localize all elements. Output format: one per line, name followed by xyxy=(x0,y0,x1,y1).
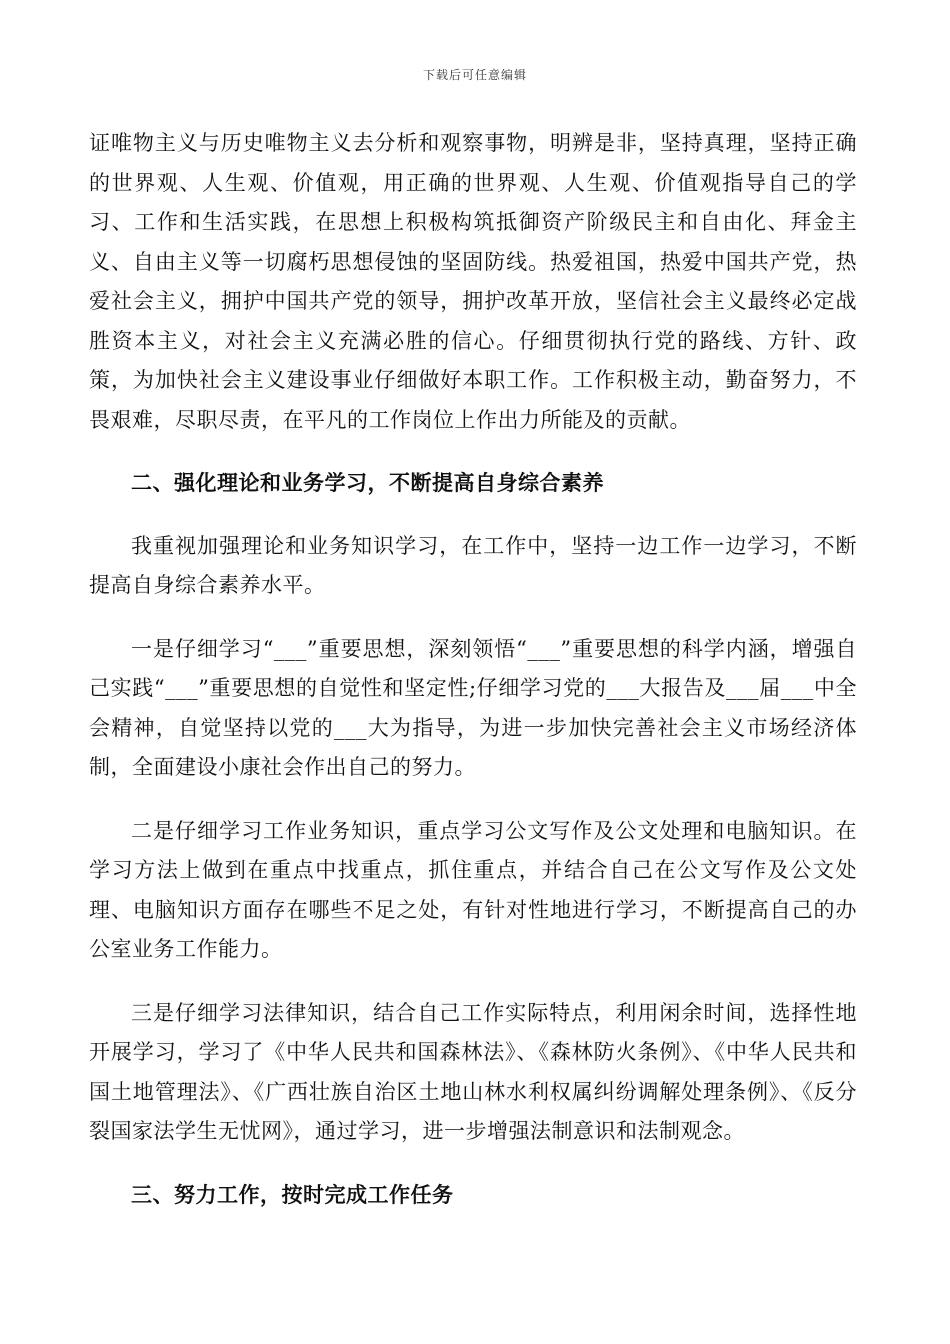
paragraph-intro: 我重视加强理论和业务知识学习，在工作中，坚持一边工作一边学习，不断提高自身综合素养水平。 xyxy=(89,533,857,597)
paragraph-point-3: 三是仔细学习法律知识，结合自己工作实际特点，利用闲余时间，选择性地开展学习，学习了《中华人民共和国森林法》、《森林防火条例》、《中华人民共和国土地管理法》、《广西壮族自治区土地山林水利权属纠纷调解处理条例》、《反分裂国家法学生无忧网》，通过学习，进一步增强法制意识和法制观念。 xyxy=(89,1000,857,1143)
section-heading-3: 三、努力工作，按时完成工作任务 xyxy=(131,1181,454,1207)
header-note: 下载后可任意编辑 xyxy=(422,68,527,82)
document-body xyxy=(89,124,857,1214)
section-heading-2: 二、强化理论和业务学习，不断提高自身综合素养 xyxy=(131,470,604,495)
paragraph-continuation: 证唯物主义与历史唯物主义去分析和观察事物，明辨是非，坚持真理，坚持正确的世界观、人生观、价值观，用正确的世界观、人生观、价值观指导自己的学习、工作和生活实践，在思想上积极构筑抵御资产阶级民主和自由化、拜金主义、自由主义等一切腐朽思想侵蚀的坚固防线。热爱祖国，热爱中国共产党，热爱社会主义，拥护中国共产党的领导，拥护改革开放，坚信社会主义最终必定战胜资本主义，对社会主义充满必胜的信心。仔细贯彻执行党的路线、方针、政策，为加快社会主义建设事业仔细做好本职工作。工作积极主动，勤奋努力，不畏艰难，尽职尽责，在平凡的工作岗位上作出力所能及的贡献。 xyxy=(89,131,857,432)
paragraph-point-1: 一是仔细学习“___”重要思想，深刻领悟“___”重要思想的科学内涵，增强自己实践“___”重要思想的自觉性和坚定性;仔细学习党的___大报告及___届___中全会精神，自觉坚持以党的___大为指导，为进一步加快完善社会主义市场经济体制，全面建设小康社会作出自己的努力。 xyxy=(89,636,857,779)
paragraph-point-2: 二是仔细学习工作业务知识，重点学习公文写作及公文处理和电脑知识。在学习方法上做到在重点中找重点，抓住重点，并结合自己在公文写作及公文处理、电脑知识方面存在哪些不足之处，有针对性地进行学习，不断提高自己的办公室业务工作能力。 xyxy=(89,818,857,961)
